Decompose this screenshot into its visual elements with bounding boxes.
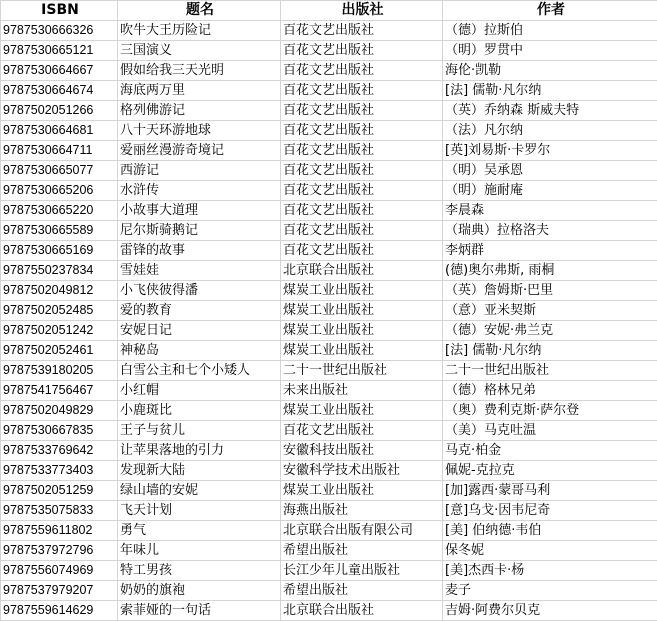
table-row — [1, 261, 657, 281]
author-cell[interactable]: （意）亚米契斯 — [443, 301, 657, 321]
author-cell[interactable]: （美）马克吐温 — [443, 421, 657, 441]
publisher-cell[interactable]: 长江少年儿童出版社 — [281, 561, 443, 581]
publisher-cell[interactable]: 百花文艺出版社 — [281, 241, 443, 261]
isbn-cell[interactable]: 9787556074969 — [1, 561, 118, 581]
table-row — [1, 421, 657, 441]
table-row — [1, 461, 657, 481]
author-cell[interactable]: 保冬妮 — [443, 541, 657, 561]
publisher-cell[interactable]: 百花文艺出版社 — [281, 141, 443, 161]
table-row — [1, 481, 657, 501]
title-cell[interactable]: 爱丽丝漫游奇境记 — [118, 141, 281, 161]
author-cell[interactable]: 吉姆·阿费尔贝克 — [443, 601, 657, 621]
isbn-cell[interactable]: 9787530667835 — [1, 421, 118, 441]
header-row — [1, 1, 657, 21]
title-cell[interactable]: 格列佛游记 — [118, 101, 281, 121]
table-row — [1, 361, 657, 381]
author-cell[interactable]: 麦子 — [443, 581, 657, 601]
isbn-cell[interactable]: 9787559611802 — [1, 521, 118, 541]
isbn-cell[interactable]: 9787537979207 — [1, 581, 118, 601]
publisher-cell[interactable]: 北京联合出版社 — [281, 601, 443, 621]
title-cell[interactable]: 吹牛大王历险记 — [118, 21, 281, 41]
title-cell[interactable]: 八十天环游地球 — [118, 121, 281, 141]
author-cell[interactable]: 海伦·凯勒 — [443, 61, 657, 81]
isbn-cell[interactable]: 9787530665220 — [1, 201, 118, 221]
title-cell[interactable]: 飞天计划 — [118, 501, 281, 521]
publisher-cell[interactable]: 百花文艺出版社 — [281, 181, 443, 201]
author-cell[interactable]: （明）罗贯中 — [443, 41, 657, 61]
publisher-cell[interactable]: 煤炭工业出版社 — [281, 401, 443, 421]
publisher-cell[interactable]: 百花文艺出版社 — [281, 21, 443, 41]
table-row — [1, 21, 657, 41]
title-cell[interactable]: 奶奶的旗袍 — [118, 581, 281, 601]
publisher-cell[interactable]: 煤炭工业出版社 — [281, 341, 443, 361]
author-cell[interactable]: [美]杰西卡·杨 — [443, 561, 657, 581]
title-cell[interactable]: 勇气 — [118, 521, 281, 541]
author-cell[interactable]: 佩妮-克拉克 — [443, 461, 657, 481]
publisher-cell[interactable]: 希望出版社 — [281, 581, 443, 601]
title-cell[interactable]: 小飞侠彼得潘 — [118, 281, 281, 301]
isbn-cell[interactable]: 9787535075833 — [1, 501, 118, 521]
title-cell[interactable]: 特工男孩 — [118, 561, 281, 581]
isbn-cell[interactable]: 9787502051242 — [1, 321, 118, 341]
publisher-cell[interactable]: 百花文艺出版社 — [281, 221, 443, 241]
title-cell[interactable]: 海底两万里 — [118, 81, 281, 101]
table-row — [1, 341, 657, 361]
table-body — [1, 21, 657, 621]
publisher-cell[interactable]: 安徽科技出版社 — [281, 441, 443, 461]
title-cell[interactable]: 尼尔斯骑鹅记 — [118, 221, 281, 241]
table-row — [1, 521, 657, 541]
table-row — [1, 561, 657, 581]
isbn-cell[interactable]: 9787530664667 — [1, 61, 118, 81]
author-cell[interactable]: 李晨森 — [443, 201, 657, 221]
table-row — [1, 81, 657, 101]
title-cell[interactable]: 神秘岛 — [118, 341, 281, 361]
publisher-cell[interactable]: 煤炭工业出版社 — [281, 281, 443, 301]
table-row — [1, 401, 657, 421]
isbn-cell[interactable]: 9787530665121 — [1, 41, 118, 61]
publisher-cell[interactable]: 北京联合出版社 — [281, 261, 443, 281]
title-cell[interactable]: 王子与贫儿 — [118, 421, 281, 441]
title-cell[interactable]: 绿山墙的安妮 — [118, 481, 281, 501]
publisher-cell[interactable]: 百花文艺出版社 — [281, 421, 443, 441]
publisher-cell[interactable]: 百花文艺出版社 — [281, 81, 443, 101]
publisher-cell[interactable]: 百花文艺出版社 — [281, 161, 443, 181]
title-cell[interactable]: 雪娃娃 — [118, 261, 281, 281]
author-cell[interactable]: [加]露西·蒙哥马利 — [443, 481, 657, 501]
author-cell[interactable]: [意]乌戈·因韦尼奇 — [443, 501, 657, 521]
title-cell[interactable]: 假如给我三天光明 — [118, 61, 281, 81]
table-row — [1, 221, 657, 241]
isbn-cell[interactable]: 9787533769642 — [1, 441, 118, 461]
isbn-cell[interactable]: 9787502049829 — [1, 401, 118, 421]
publisher-cell[interactable]: 未来出版社 — [281, 381, 443, 401]
isbn-cell[interactable]: 9787533773403 — [1, 461, 118, 481]
isbn-cell[interactable]: 9787502049812 — [1, 281, 118, 301]
author-cell[interactable]: （奥）费利克斯·萨尔登 — [443, 401, 657, 421]
author-cell[interactable]: （德）格林兄弟 — [443, 381, 657, 401]
table-row — [1, 281, 657, 301]
author-cell[interactable]: 二十一世纪出版社 — [443, 361, 657, 381]
table-row — [1, 41, 657, 61]
title-cell[interactable]: 索菲娅的一句话 — [118, 601, 281, 621]
isbn-cell[interactable]: 9787502051259 — [1, 481, 118, 501]
header-isbn[interactable]: ISBN — [1, 1, 118, 21]
publisher-cell[interactable]: 百花文艺出版社 — [281, 41, 443, 61]
publisher-cell[interactable]: 百花文艺出版社 — [281, 121, 443, 141]
table-row — [1, 241, 657, 261]
author-cell[interactable]: 李炳群 — [443, 241, 657, 261]
author-cell[interactable]: （英）乔纳森 斯威夫特 — [443, 101, 657, 121]
table-row — [1, 301, 657, 321]
isbn-cell[interactable]: 9787530665589 — [1, 221, 118, 241]
isbn-cell[interactable]: 9787541756467 — [1, 381, 118, 401]
publisher-cell[interactable]: 安徽科学技术出版社 — [281, 461, 443, 481]
isbn-cell[interactable]: 9787530665077 — [1, 161, 118, 181]
table-row — [1, 201, 657, 221]
table-row — [1, 541, 657, 561]
isbn-cell[interactable]: 9787530664674 — [1, 81, 118, 101]
isbn-cell[interactable]: 9787539180205 — [1, 361, 118, 381]
publisher-cell[interactable]: 海燕出版社 — [281, 501, 443, 521]
table-row — [1, 181, 657, 201]
author-cell[interactable]: （明）吴承恩 — [443, 161, 657, 181]
author-cell[interactable]: (德)奥尔弗斯, 雨桐 — [443, 261, 657, 281]
table-row — [1, 321, 657, 341]
title-cell[interactable]: 小红帽 — [118, 381, 281, 401]
author-cell[interactable]: [法] 儒勒·凡尔纳 — [443, 341, 657, 361]
isbn-cell[interactable]: 9787530664711 — [1, 141, 118, 161]
table-row — [1, 441, 657, 461]
isbn-cell[interactable]: 9787530664681 — [1, 121, 118, 141]
isbn-cell[interactable]: 9787550237834 — [1, 261, 118, 281]
title-cell[interactable]: 白雪公主和七个小矮人 — [118, 361, 281, 381]
publisher-cell[interactable]: 煤炭工业出版社 — [281, 321, 443, 341]
table-row — [1, 501, 657, 521]
isbn-cell[interactable]: 9787502052485 — [1, 301, 118, 321]
isbn-cell[interactable]: 9787530665206 — [1, 181, 118, 201]
table-row — [1, 121, 657, 141]
author-cell[interactable]: （英）詹姆斯·巴里 — [443, 281, 657, 301]
author-cell[interactable]: [法] 儒勒·凡尔纳 — [443, 81, 657, 101]
table-row — [1, 601, 657, 621]
table-row — [1, 141, 657, 161]
table-row — [1, 381, 657, 401]
isbn-cell[interactable]: 9787537972796 — [1, 541, 118, 561]
table-row — [1, 101, 657, 121]
publisher-cell[interactable]: 百花文艺出版社 — [281, 201, 443, 221]
title-cell[interactable]: 三国演义 — [118, 41, 281, 61]
author-cell[interactable]: （德）安妮·弗兰克 — [443, 321, 657, 341]
isbn-cell[interactable]: 9787530666326 — [1, 21, 118, 41]
publisher-cell[interactable]: 煤炭工业出版社 — [281, 301, 443, 321]
publisher-cell[interactable]: 百花文艺出版社 — [281, 61, 443, 81]
isbn-cell[interactable]: 9787559614629 — [1, 601, 118, 621]
title-cell[interactable]: 发现新大陆 — [118, 461, 281, 481]
title-cell[interactable]: 年味儿 — [118, 541, 281, 561]
title-cell[interactable]: 安妮日记 — [118, 321, 281, 341]
publisher-cell[interactable]: 希望出版社 — [281, 541, 443, 561]
title-cell[interactable]: 小鹿斑比 — [118, 401, 281, 421]
publisher-cell[interactable]: 百花文艺出版社 — [281, 101, 443, 121]
header-publisher[interactable]: 出版社 — [281, 1, 443, 21]
table-row — [1, 61, 657, 81]
author-cell[interactable]: （明）施耐庵 — [443, 181, 657, 201]
title-cell[interactable]: 让苹果落地的引力 — [118, 441, 281, 461]
header-author[interactable]: 作者 — [443, 1, 657, 21]
title-cell[interactable]: 水浒传 — [118, 181, 281, 201]
isbn-cell[interactable]: 9787502051266 — [1, 101, 118, 121]
author-cell[interactable]: [英]刘易斯·卡罗尔 — [443, 141, 657, 161]
title-cell[interactable]: 西游记 — [118, 161, 281, 181]
author-cell[interactable]: （法）凡尔纳 — [443, 121, 657, 141]
title-cell[interactable]: 小故事大道理 — [118, 201, 281, 221]
author-cell[interactable]: [美] 伯纳德·韦伯 — [443, 521, 657, 541]
table-row — [1, 581, 657, 601]
title-cell[interactable]: 雷锋的故事 — [118, 241, 281, 261]
author-cell[interactable]: （德）拉斯伯 — [443, 21, 657, 41]
publisher-cell[interactable]: 煤炭工业出版社 — [281, 481, 443, 501]
isbn-cell[interactable]: 9787530665169 — [1, 241, 118, 261]
table-row — [1, 161, 657, 181]
header-title[interactable]: 题名 — [118, 1, 281, 21]
author-cell[interactable]: （瑞典）拉格洛夫 — [443, 221, 657, 241]
title-cell[interactable]: 爱的教育 — [118, 301, 281, 321]
publisher-cell[interactable]: 北京联合出版有限公司 — [281, 521, 443, 541]
isbn-cell[interactable]: 9787502052461 — [1, 341, 118, 361]
publisher-cell[interactable]: 二十一世纪出版社 — [281, 361, 443, 381]
author-cell[interactable]: 马克·柏金 — [443, 441, 657, 461]
